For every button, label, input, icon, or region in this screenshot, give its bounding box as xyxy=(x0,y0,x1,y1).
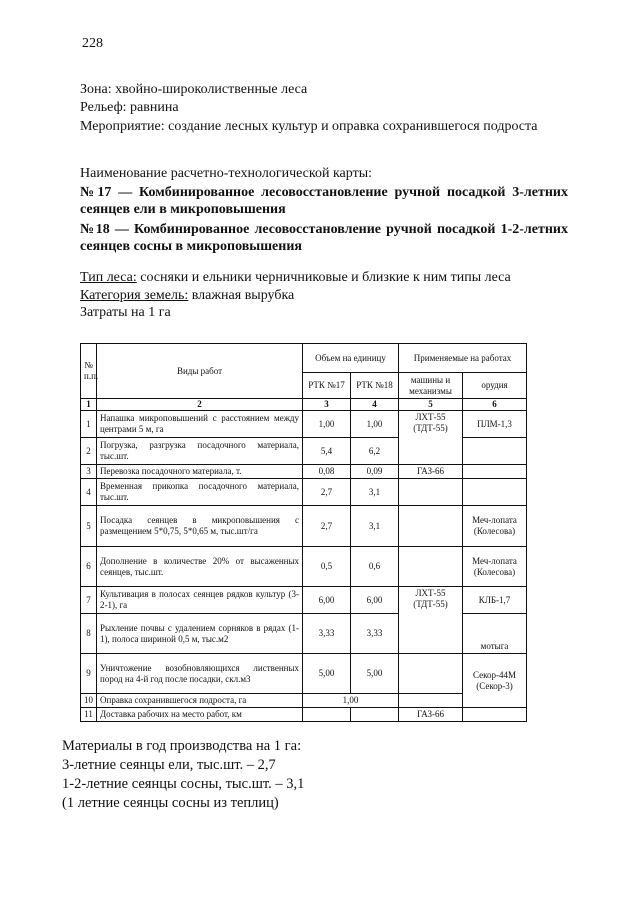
relief-line: Рельеф: равнина xyxy=(80,100,179,115)
volume-rtk17: 0,08 xyxy=(303,465,351,479)
tools-cell xyxy=(463,465,527,479)
row-number: 10 xyxy=(81,694,97,708)
work-description: Доставка рабочих на место работ, км xyxy=(97,708,303,722)
volume-rtk18: 0,6 xyxy=(351,547,399,587)
materials-note: (1 летние сеянцы сосны из теплиц) xyxy=(62,795,279,811)
table-row xyxy=(81,411,527,438)
machines-cell xyxy=(399,479,463,506)
work-description: Посадка сеянцев в микроповышения с размещением 5*0,75, 5*0,65 м, тыс.шт/га xyxy=(97,506,303,547)
table-row xyxy=(81,465,527,479)
volume-rtk17: 2,7 xyxy=(303,479,351,506)
tools-cell: Меч-лопата (Колесова) xyxy=(463,506,527,547)
volume-rtk17: 3,33 xyxy=(303,614,351,654)
header-rtk18: РТК №18 xyxy=(351,373,399,399)
work-description: Рыхление почвы с удалением сорняков в рядах (1-1), полоса шириной 0,5 м, тыс.м2 xyxy=(97,614,303,654)
column-index: 6 xyxy=(463,399,527,411)
column-index: 4 xyxy=(351,399,399,411)
machines-cell: ГАЗ-66 xyxy=(399,465,463,479)
row-number: 5 xyxy=(81,506,97,547)
costs-line: Затраты на 1 га xyxy=(80,305,171,320)
work-description: Перевозка посадочного материала, т. xyxy=(97,465,303,479)
machines-cell xyxy=(399,547,463,587)
rtk18-title: №18 — Комбинированное лесовосстановление ручной посадкой 1-2-летних сеянцев сосны в микроповышения xyxy=(80,222,568,254)
row-number: 2 xyxy=(81,438,97,465)
column-index: 5 xyxy=(399,399,463,411)
machines-cell xyxy=(399,654,463,694)
work-description: Культивация в полосах сеянцев рядков культур (3-2-1), га xyxy=(97,587,303,614)
table-row xyxy=(81,654,527,694)
table-row xyxy=(81,587,527,614)
volume-rtk18 xyxy=(351,708,399,722)
table-row xyxy=(81,708,527,722)
volume-rtk18: 5,00 xyxy=(351,654,399,694)
machines-cell: ЛХТ-55 (ТДТ-55) xyxy=(399,587,463,654)
works-table xyxy=(80,343,527,722)
row-number: 6 xyxy=(81,547,97,587)
volume-rtk18: 6,00 xyxy=(351,587,399,614)
zone-line: Зона: хвойно-широколиственные леса xyxy=(80,82,308,97)
header-applied: Применяемые на работах xyxy=(399,344,527,373)
table-row xyxy=(81,547,527,587)
work-description: Дополнение в количестве 20% от высаженных сеянцев, тыс.шт. xyxy=(97,547,303,587)
machines-cell: ЛХТ-55 (ТДТ-55) xyxy=(399,411,463,465)
forest-type-value: сосняки и ельники черничниковые и близкие к ним типы леса xyxy=(136,270,511,285)
volume-rtk17: 6,00 xyxy=(303,587,351,614)
volume-rtk17: 1,00 xyxy=(303,411,351,438)
work-description: Оправка сохранившегося подроста, га xyxy=(97,694,303,708)
column-index: 3 xyxy=(303,399,351,411)
volume-rtk18: 0,09 xyxy=(351,465,399,479)
row-number: 11 xyxy=(81,708,97,722)
table-row xyxy=(81,479,527,506)
row-number: 3 xyxy=(81,465,97,479)
land-category-label: Категория земель: xyxy=(80,288,189,303)
land-category-line xyxy=(80,288,294,304)
measure-line: Мероприятие: создание лесных культур и оправка сохранившегося подроста xyxy=(80,119,538,134)
header-machines: машины и механизмы xyxy=(399,373,463,399)
page-number: 228 xyxy=(82,36,103,51)
table-row xyxy=(81,506,527,547)
tools-cell xyxy=(463,479,527,506)
work-description: Временная прикопка посадочного материала, тыс.шт. xyxy=(97,479,303,506)
column-index: 1 xyxy=(81,399,97,411)
row-number: 8 xyxy=(81,614,97,654)
materials-item: 3-летние сеянцы ели, тыс.шт. – 2,7 xyxy=(62,757,276,773)
forest-type-label: Тип леса: xyxy=(80,270,137,285)
tools-cell: КЛБ-1,7 xyxy=(463,587,527,614)
tools-cell xyxy=(463,708,527,722)
tools-cell: мотыга xyxy=(463,614,527,654)
volume-rtk18: 1,00 xyxy=(351,411,399,438)
tools-cell xyxy=(463,438,527,465)
rtk-heading: Наименование расчетно-технологической карты: xyxy=(80,166,373,181)
column-index: 2 xyxy=(97,399,303,411)
row-number: 1 xyxy=(81,411,97,438)
tools-cell: Секор-44М (Секор-3) xyxy=(463,654,527,708)
header-number: № п.п. xyxy=(81,344,97,399)
materials-heading: Материалы в год производства на 1 га: xyxy=(62,738,302,754)
machines-cell xyxy=(399,506,463,547)
work-description: Уничтожение возобновляющихся лиственных пород на 4-й год после посадки, скл.м3 xyxy=(97,654,303,694)
volume-rtk18: 3,1 xyxy=(351,479,399,506)
volume-rtk17: 5,00 xyxy=(303,654,351,694)
volume-rtk17 xyxy=(303,708,351,722)
volume-rtk18: 3,1 xyxy=(351,506,399,547)
volume-both: 1,00 xyxy=(303,694,399,708)
table-row xyxy=(81,694,527,708)
header-volume: Объем на единицу xyxy=(303,344,399,373)
tools-cell: Меч-лопата (Колесова) xyxy=(463,547,527,587)
header-works: Виды работ xyxy=(97,344,303,399)
rtk17-title: №17 — Комбинированное лесовосстановление ручной посадкой 3-летних сеянцев ели в микроповышения xyxy=(80,185,568,217)
work-description: Погрузка, разгрузка посадочного материала, тыс.шт. xyxy=(97,438,303,465)
row-number: 9 xyxy=(81,654,97,694)
work-description: Напашка микроповышений с расстоянием между центрами 5 м, га xyxy=(97,411,303,438)
row-number: 7 xyxy=(81,587,97,614)
volume-rtk17: 0,5 xyxy=(303,547,351,587)
land-category-value: влажная вырубка xyxy=(188,288,295,303)
header-rtk17: РТК №17 xyxy=(303,373,351,399)
volume-rtk18: 3,33 xyxy=(351,614,399,654)
volume-rtk17: 5,4 xyxy=(303,438,351,465)
header-tools: орудия xyxy=(463,373,527,399)
forest-type-line xyxy=(80,270,511,286)
tools-cell: ПЛМ-1,3 xyxy=(463,411,527,438)
row-number: 4 xyxy=(81,479,97,506)
machines-cell: ГАЗ-66 xyxy=(399,708,463,722)
materials-item: 1-2-летние сеянцы сосны, тыс.шт. – 3,1 xyxy=(62,776,305,792)
volume-rtk17: 2,7 xyxy=(303,506,351,547)
machines-cell xyxy=(399,694,463,708)
volume-rtk18: 6,2 xyxy=(351,438,399,465)
